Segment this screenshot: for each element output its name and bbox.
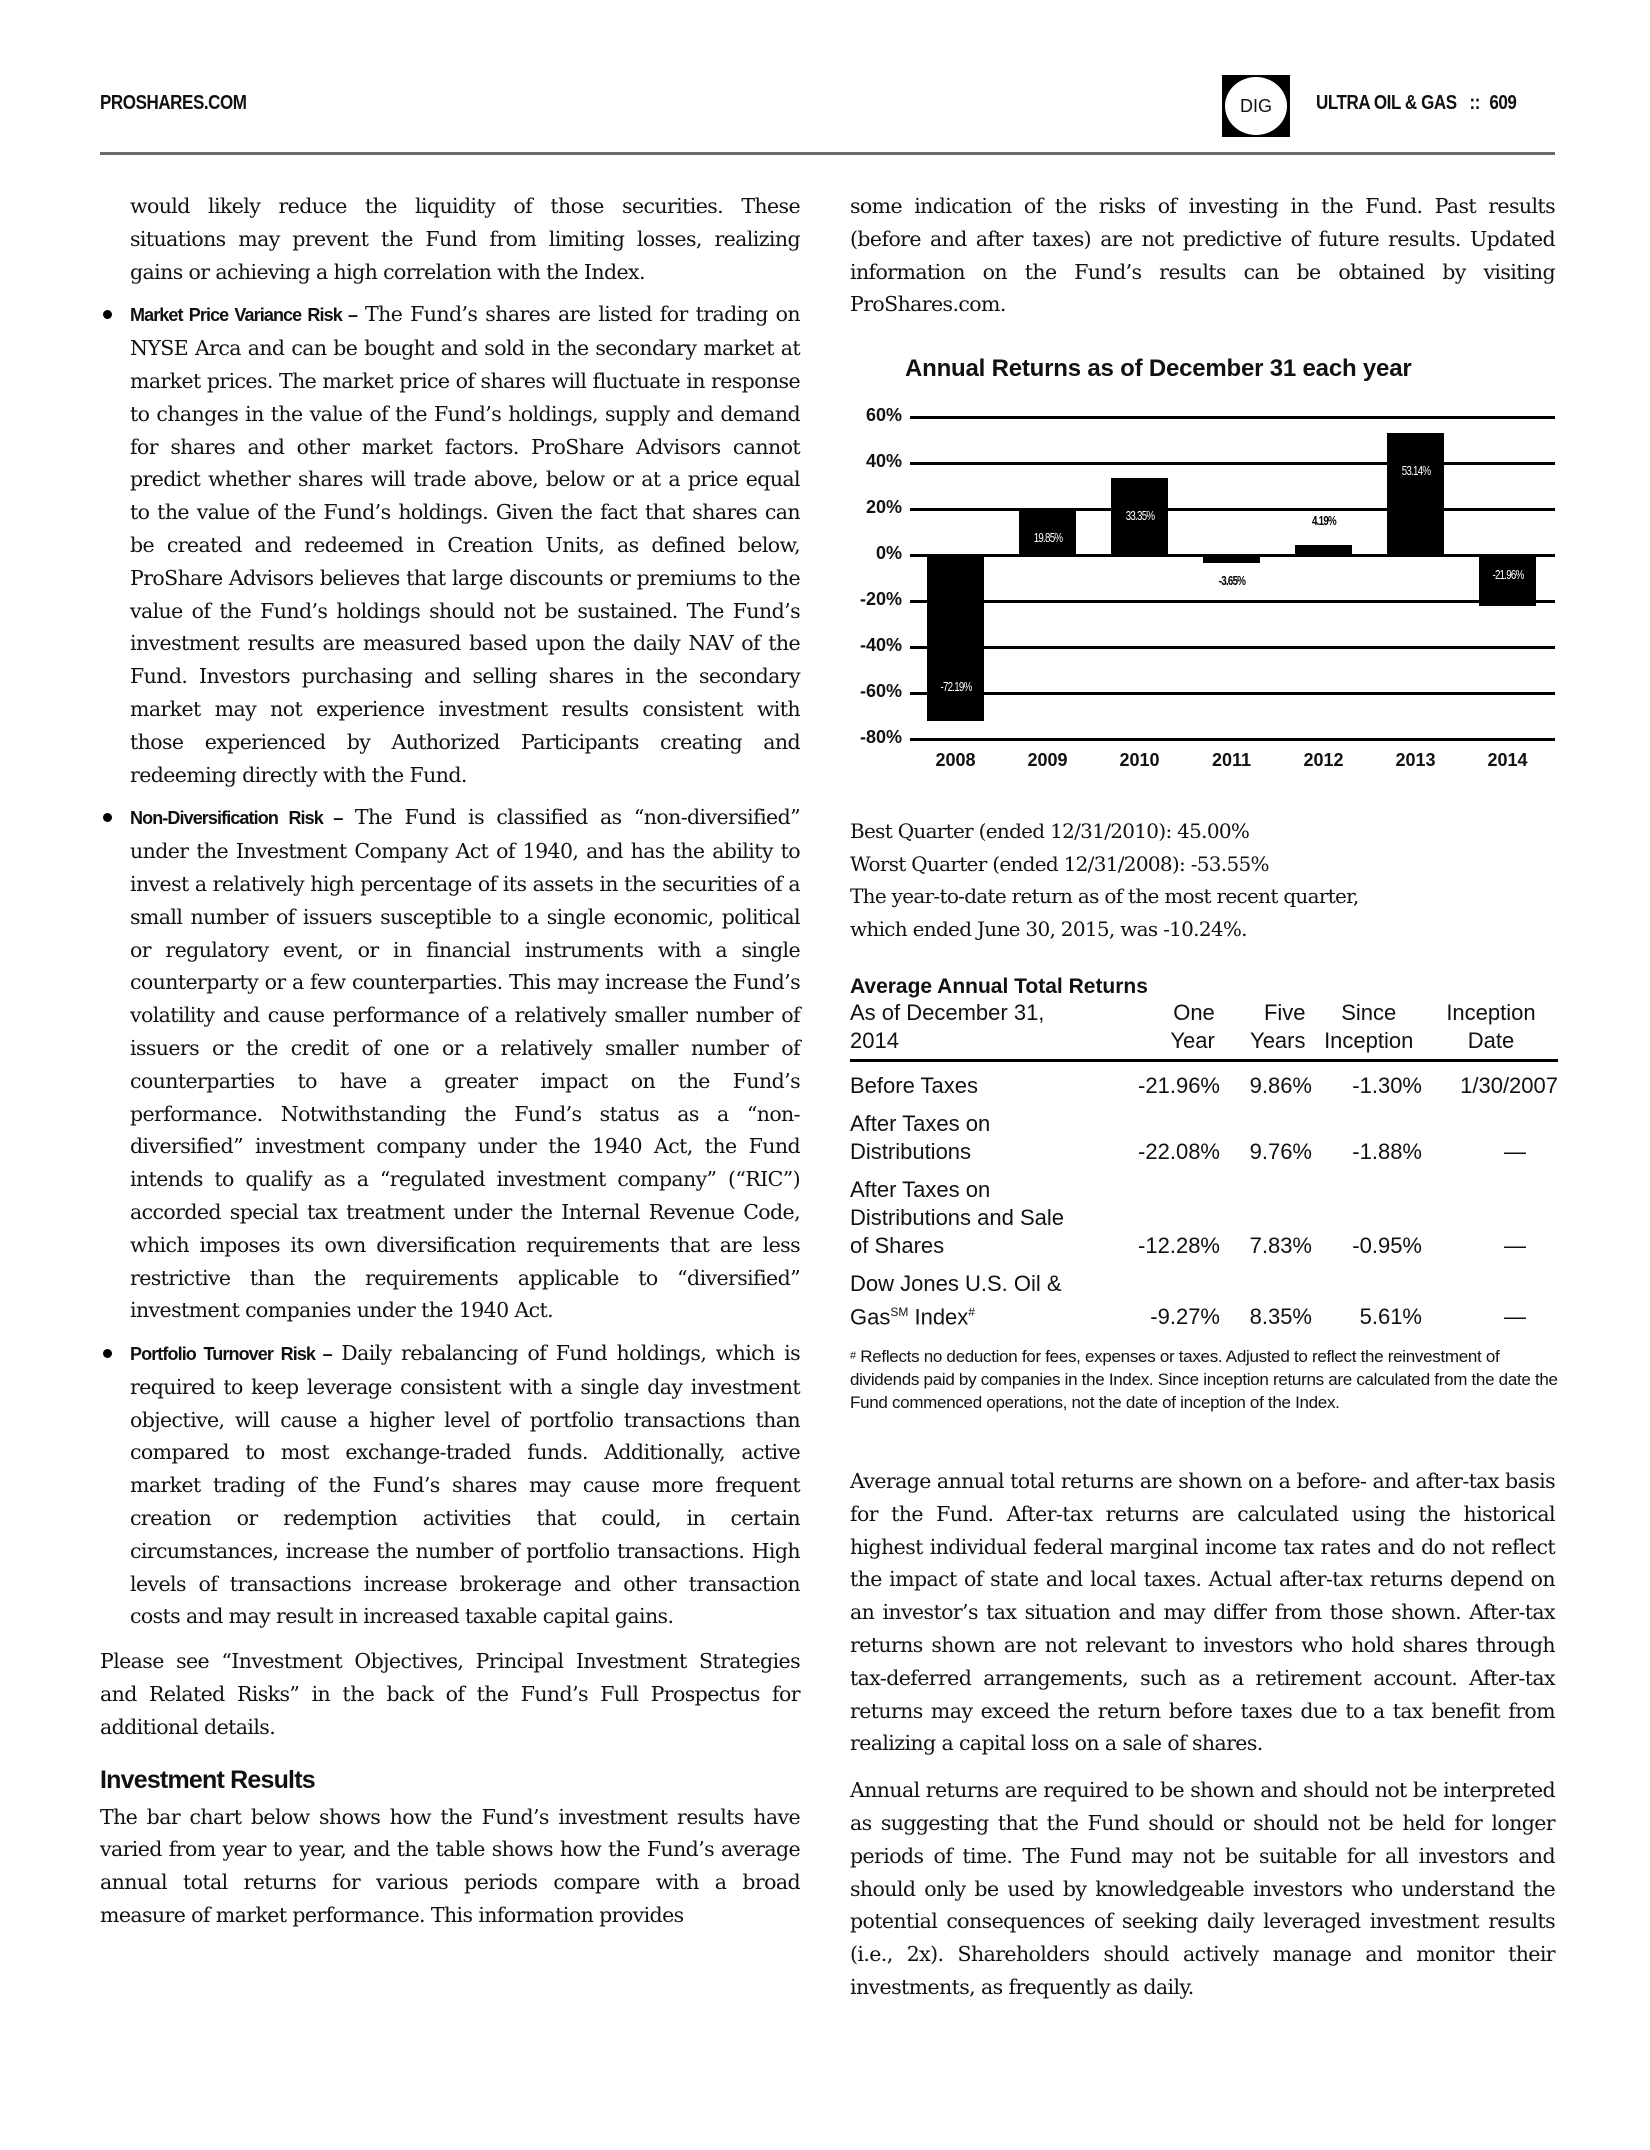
cell-since-inception: -1.30% [1352, 1073, 1422, 1098]
x-axis-tick-label: 2009 [1027, 750, 1068, 770]
cell-one-year: -9.27% [1150, 1304, 1220, 1330]
y-axis-tick-label: 20% [865, 497, 902, 517]
table-row [850, 1270, 1558, 1331]
see-also-paragraph: Please see “Investment Objectives, Principal Investment Strategies and Related Risks” in the back of the Fund’s Full Prospectus for additional details. [100, 1649, 800, 1739]
risk-title: Non-Diversification Risk – [130, 808, 343, 829]
x-axis-tick-label: 2010 [1119, 750, 1160, 770]
table-title: Average Annual Total Returns [850, 975, 1148, 998]
y-axis-tick-label: 0% [875, 543, 902, 563]
gridline [910, 738, 1555, 741]
col-header-inception-date: Inception Date [1446, 1000, 1536, 1053]
cell-inception-date: — [1504, 1304, 1526, 1330]
investment-results-heading: Investment Results [100, 1765, 315, 1794]
y-axis-tick-label: 60% [865, 405, 902, 425]
cell-inception-date: — [1504, 1139, 1526, 1164]
average-annual-returns-table [850, 975, 1558, 1414]
header-rule [100, 152, 1555, 155]
worst-quarter: Worst Quarter (ended 12/31/2008): -53.55% [850, 851, 1269, 876]
risk-bullet-market-price-variance [100, 298, 800, 791]
table-row [850, 1176, 1558, 1260]
bar-2013 [1387, 433, 1444, 555]
risk-bullet-portfolio-turnover [100, 1337, 800, 1633]
running-header [1316, 92, 1516, 115]
bar-2012 [1295, 545, 1352, 555]
annual-returns-bar-chart [850, 400, 1570, 790]
bar-value-label: -21.96% [1491, 567, 1524, 582]
row-label: Dow Jones U.S. Oil & Gas℠ Index# [850, 1271, 1062, 1330]
quarter-returns [850, 815, 1555, 945]
y-axis-tick-label: 40% [865, 451, 902, 471]
risk-text: Daily rebalancing of Fund holdings, which is required to keep leverage consistent with a single day investment objective, will cause a higher level of portfolio transactions than compared to most exchange-traded funds. Additionally, active market trading of the Fund’s shares may cause more frequent creation or redemption activities that could, in certain circumstances, increase the number of portfolio transactions. High levels of transactions increase brokerage and other transaction costs and may result in increased taxable capital gains. [130, 1341, 800, 1629]
ticker-badge-label: DIG [1225, 77, 1287, 135]
x-axis-tick-label: 2013 [1395, 750, 1436, 770]
col-header-five-years: Five Years [1250, 1000, 1306, 1053]
gridline [910, 462, 1555, 465]
bar-value-label: 19.85% [1033, 529, 1062, 545]
row-label: Before Taxes [850, 1073, 979, 1098]
row-label: After Taxes on Distributions [850, 1111, 991, 1164]
right-column-lower [850, 1465, 1555, 2004]
ticker-badge [1222, 75, 1290, 137]
results-continuation-paragraph: some indication of the risks of investing in the Fund. Past results (before and after taxes) are not predictive of future results. Updated information on the Fund’s results can be obtained by visiting ProShares.com. [850, 194, 1555, 317]
col-header-since-inception: Since Inception [1324, 1000, 1414, 1053]
bar-value-label: -3.65% [1218, 573, 1245, 589]
y-axis-tick-label: -80% [859, 727, 902, 747]
bullet-icon [103, 1349, 112, 1358]
cell-five-years: 9.86% [1249, 1073, 1312, 1098]
x-axis-tick-label: 2012 [1303, 750, 1344, 770]
x-axis-tick-label: 2014 [1487, 750, 1528, 770]
cell-five-years: 7.83% [1249, 1233, 1312, 1258]
gridline [910, 600, 1555, 603]
gridline [910, 416, 1555, 419]
header-separator: :: [1469, 92, 1480, 114]
footnote-text: Reflects no deduction for fees, expenses or taxes. Adjusted to reflect the reinvestment of dividends paid by companies in the Index. Since inception returns are calculated from the date the Fund commenced operations, not the date of inception of the Index. [850, 1347, 1558, 1413]
results-intro-paragraph: The bar chart below shows how the Fund’s investment results have varied from year to year, and the table shows how the Fund’s average annual total returns for various periods compare with a broad measure of market performance. This information provides [100, 1804, 800, 1928]
table-row [850, 1110, 1558, 1166]
chart-title: Annual Returns as of December 31 each year [905, 355, 1412, 382]
y-axis-tick-label: -20% [859, 589, 902, 609]
risk-text: The Fund is classified as “non-diversified” under the Investment Company Act of 1940, and has the ability to invest a relatively high percentage of its assets in the securities of a small number of issuers susceptible to a single economic, political or regulatory event, or in financial instruments with a single counterparty or a few counterparties. This may increase the Fund’s volatility and cause performance of a relatively smaller number of issuers or the credit of one or a relatively smaller number of counterparties to have a greater impact on the Fund’s performance. Notwithstanding the Fund’s status as a “non-diversified” investment company under the 1940 Act, the Fund intends to qualify as a “regulated investment company” (“RIC”) accorded special tax treatment under the Internal Revenue Code, which imposes its own diversification requirements that are less restrictive than the requirements applicable to “diversified” investment companies under the 1940 Act. [130, 805, 800, 1323]
risk-title: Market Price Variance Risk – [130, 305, 358, 326]
col-header-period: As of December 31, 2014 [850, 1000, 1045, 1053]
gridline [910, 646, 1555, 649]
x-axis-tick-label: 2008 [935, 750, 976, 770]
risk-bullet-non-diversification [100, 801, 800, 1327]
fund-name: ULTRA OIL & GAS [1316, 92, 1457, 114]
cell-one-year: -21.96% [1138, 1073, 1220, 1098]
bar-2011 [1203, 555, 1260, 563]
bar-value-label: -72.19% [939, 679, 972, 695]
bar-2008 [927, 555, 984, 721]
cell-one-year: -22.08% [1138, 1139, 1220, 1164]
bullet-icon [103, 813, 112, 822]
right-column [850, 190, 1555, 321]
risk-intro-paragraph: would likely reduce the liquidity of those securities. These situations may prevent the Fund from limiting losses, realizing gains or achieving a high correlation with the Index. [130, 194, 800, 284]
cell-inception-date: 1/30/2007 [1460, 1073, 1558, 1098]
risk-title: Portfolio Turnover Risk – [130, 1344, 332, 1365]
bar-value-label: 53.14% [1401, 462, 1430, 478]
footnote-mark: # [850, 1350, 856, 1363]
site-name: PROSHARES.COM [100, 92, 247, 114]
cell-inception-date: — [1504, 1233, 1526, 1258]
table-header-row [850, 999, 1558, 1062]
bar-value-label: 33.35% [1125, 508, 1154, 524]
page-number: 609 [1489, 92, 1517, 114]
bar-value-label: 4.19% [1311, 513, 1336, 529]
y-axis-tick-label: -40% [859, 635, 902, 655]
cell-five-years: 8.35% [1249, 1304, 1312, 1330]
bullet-icon [103, 310, 112, 319]
ytd-return-line2: which ended June 30, 2015, was -10.24%. [850, 916, 1247, 941]
left-column [100, 190, 800, 1932]
y-axis-tick-label: -60% [859, 681, 902, 701]
table-row [850, 1072, 1558, 1100]
table-footnote [850, 1345, 1558, 1414]
best-quarter: Best Quarter (ended 12/31/2010): 45.00% [850, 819, 1250, 843]
cell-since-inception: 5.61% [1359, 1304, 1422, 1330]
gridline [910, 508, 1555, 511]
cell-since-inception: -1.88% [1352, 1139, 1422, 1164]
cell-five-years: 9.76% [1249, 1139, 1312, 1164]
risk-text: The Fund’s shares are listed for trading on NYSE Arca and can be bought and sold in the secondary market at market prices. The market price of shares will fluctuate in response to changes in the value of the Fund’s holdings, supply and demand for shares and other market factors. ProShare Advisors cannot predict whether shares will trade above, below or at a price equal to the value of the Fund’s holdings. Given the fact that shares can be created and redeemed in Creation Units, as defined below, ProShare Advisors believes that large discounts or premiums to the value of the Fund’s holdings should not be sustained. The Fund’s investment results are measured based upon the daily NAV of the Fund. Investors purchasing and selling shares in the secondary market may not experience investment results consistent with those experienced by Authorized Participants creating and redeeming directly with the Fund. [130, 302, 801, 787]
ytd-return-line1: The year-to-date return as of the most recent quarter, [850, 884, 1359, 908]
after-tax-paragraph: Average annual total returns are shown on a before- and after-tax basis for the Fund. After-tax returns are calculated using the historical highest individual federal marginal income tax rates and do not reflect the impact of state and local taxes. Actual after-tax returns depend on an investor’s tax situation and may differ from those shown. After-tax returns shown are not relevant to investors who hold shares through tax-deferred arrangements, such as a retirement account. After-tax returns may exceed the return before taxes due to a tax benefit from realizing a capital loss on a sale of shares. [850, 1469, 1555, 1756]
cell-one-year: -12.28% [1138, 1233, 1220, 1258]
row-label: After Taxes on Distributions and Sale of Shares [850, 1177, 1065, 1258]
gridline [910, 692, 1555, 695]
x-axis-tick-label: 2011 [1211, 750, 1252, 770]
col-header-one-year: One Year [1170, 1000, 1215, 1053]
annual-returns-disclaimer-paragraph: Annual returns are required to be shown and should not be interpreted as suggesting that the Fund should or should not be held for longer periods of time. The Fund may not be suitable for all investors and should only be used by knowledgeable investors who understand the potential consequences of seeking daily leveraged investment results (i.e., 2x). Shareholders should actively manage and monitor their investments, as frequently as daily. [850, 1778, 1555, 1999]
cell-since-inception: -0.95% [1352, 1233, 1422, 1258]
